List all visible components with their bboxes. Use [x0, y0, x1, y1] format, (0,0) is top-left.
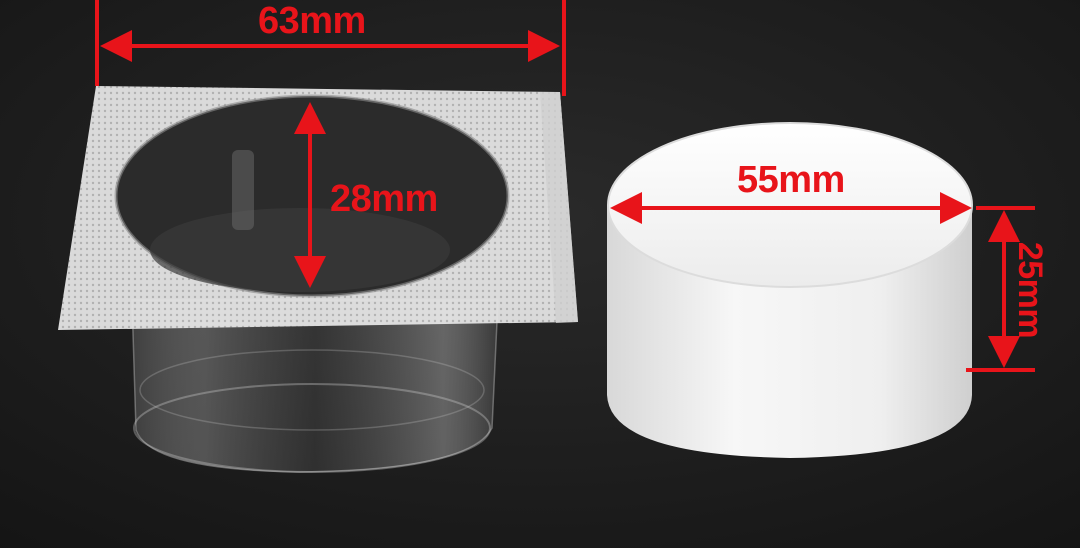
cup-lid [58, 86, 578, 330]
label-55mm: 55mm [737, 159, 845, 201]
label-63mm: 63mm [258, 0, 366, 42]
label-28mm: 28mm [330, 178, 438, 220]
foam-top [608, 123, 972, 287]
label-25mm: 25mm [1011, 241, 1049, 339]
